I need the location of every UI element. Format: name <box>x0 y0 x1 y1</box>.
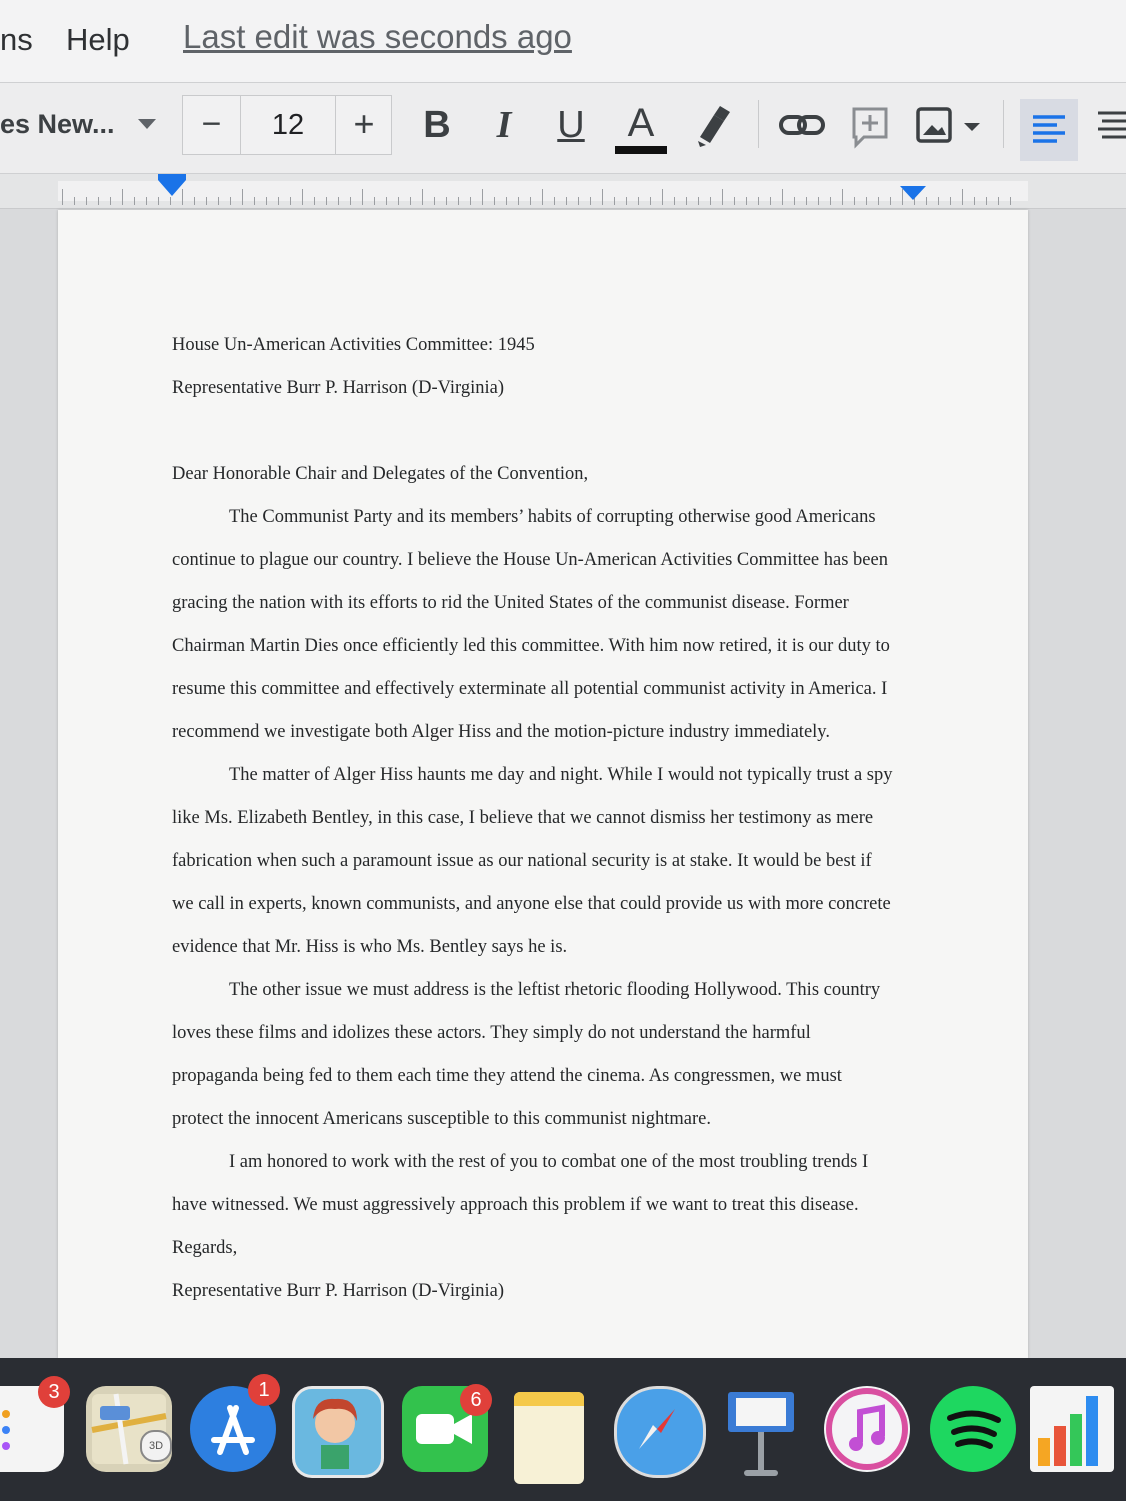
ruler-tick <box>74 197 75 205</box>
highlighter-icon[interactable] <box>692 97 732 153</box>
ruler-tick <box>338 197 339 205</box>
ruler-tick <box>362 189 363 205</box>
menu-bar <box>0 0 1126 83</box>
decrease-font-size-button[interactable]: − <box>183 96 241 154</box>
menu-item-help[interactable]: Help <box>66 22 130 57</box>
keynote-icon[interactable] <box>718 1386 804 1472</box>
reminders-badge: 3 <box>38 1376 70 1408</box>
ruler-tick <box>722 189 723 205</box>
ruler-tick <box>398 197 399 205</box>
ruler-tick <box>86 197 87 205</box>
ruler-tick <box>422 189 423 205</box>
font-family-select[interactable]: es New... <box>0 109 115 139</box>
ruler-tick <box>146 197 147 205</box>
ruler-tick <box>590 197 591 205</box>
ruler-tick <box>206 197 207 205</box>
ruler-tick <box>254 197 255 205</box>
ruler-tick <box>326 197 327 205</box>
safari-icon[interactable] <box>614 1386 706 1478</box>
notes-icon[interactable] <box>514 1392 584 1484</box>
paragraph-line: loves these films and idolizes these actors. They simply do not understand the harmful <box>172 1023 811 1043</box>
ruler-tick <box>770 197 771 205</box>
ruler-tick <box>494 197 495 205</box>
ruler-tick <box>278 197 279 205</box>
document-body[interactable] <box>172 324 912 1313</box>
ruler-tick <box>170 197 171 205</box>
spotify-icon[interactable] <box>930 1386 1016 1472</box>
ruler-tick <box>134 197 135 205</box>
ruler-tick <box>674 197 675 205</box>
ruler-tick <box>230 197 231 205</box>
toolbar-divider <box>758 100 759 148</box>
app-store-badge: 1 <box>248 1374 280 1406</box>
ruler-tick <box>386 197 387 205</box>
ruler-tick <box>482 189 483 205</box>
numbers-icon[interactable] <box>1030 1386 1114 1472</box>
ruler-tick <box>626 197 627 205</box>
ruler-tick <box>554 197 555 205</box>
ruler-tick <box>830 197 831 205</box>
ruler-tick <box>638 197 639 205</box>
ruler-tick <box>938 197 939 205</box>
ruler-tick <box>602 189 603 205</box>
salutation: Dear Honorable Chair and Delegates of the Convention, <box>172 464 589 484</box>
ruler-tick <box>926 197 927 205</box>
ruler-tick <box>302 189 303 205</box>
text-color-button[interactable]: A <box>627 101 655 145</box>
ruler-tick <box>470 197 471 205</box>
ruler-tick <box>974 197 975 205</box>
maps-icon[interactable] <box>86 1386 172 1472</box>
ruler-tick <box>746 197 747 205</box>
formatting-toolbar <box>0 83 1126 174</box>
ruler-tick <box>662 189 663 205</box>
insert-image-icon[interactable] <box>914 97 984 153</box>
ruler-tick <box>542 189 543 205</box>
facetime-badge: 6 <box>460 1384 492 1416</box>
ruler-tick <box>458 197 459 205</box>
game-app-icon[interactable] <box>292 1386 384 1478</box>
ruler-tick <box>866 197 867 205</box>
ruler-tick <box>518 197 519 205</box>
signature: Representative Burr P. Harrison (D-Virginia) <box>172 1281 504 1301</box>
paragraph-line: The other issue we must address is the leftist rhetoric flooding Hollywood. This country <box>229 980 881 1000</box>
ruler-tick <box>698 197 699 205</box>
paragraph-line: we call in experts, known communists, and anyone else that could provide us with more concrete <box>172 894 891 914</box>
author-line: Representative Burr P. Harrison (D-Virginia) <box>172 378 504 398</box>
ruler-track <box>58 181 1028 201</box>
ruler-tick <box>806 197 807 205</box>
paragraph-line: Chairman Martin Dies once efficiently led this committee. With him now retired, it is our duty to <box>172 636 890 656</box>
paragraph-line: fabrication when such a paramount issue as our national security is at stake. It would be best if <box>172 851 872 871</box>
ruler[interactable] <box>0 174 1126 209</box>
maps-3d-label: 3D <box>140 1430 172 1462</box>
dock <box>0 1358 1126 1501</box>
toolbar-divider <box>1003 100 1004 148</box>
ruler-tick <box>218 197 219 205</box>
font-size-input[interactable]: 12 <box>271 109 305 141</box>
paragraph-line: resume this committee and effectively exterminate all potential communist activity in America. I <box>172 679 888 699</box>
ruler-tick <box>194 197 195 205</box>
link-icon[interactable] <box>778 97 826 153</box>
paragraph-line: like Ms. Elizabeth Bentley, in this case, I believe that we cannot dismiss her testimony as mere <box>172 808 874 828</box>
ruler-tick <box>506 197 507 205</box>
ruler-tick <box>890 197 891 205</box>
ruler-tick <box>530 197 531 205</box>
menu-item-partial[interactable]: ns <box>0 22 33 57</box>
ruler-tick <box>710 197 711 205</box>
paragraph-line: gracing the nation with its efforts to rid the United States of the communist disease. Former <box>172 593 849 613</box>
music-icon[interactable] <box>824 1386 910 1472</box>
ruler-tick <box>314 197 315 205</box>
left-indent-handle[interactable] <box>158 180 186 196</box>
ruler-tick <box>446 197 447 205</box>
ruler-tick <box>350 197 351 205</box>
heading-line: House Un-American Activities Committee: 1945 <box>172 335 535 355</box>
ruler-tick <box>950 197 951 205</box>
ruler-tick <box>1010 197 1011 205</box>
ruler-tick <box>650 197 651 205</box>
ruler-tick <box>734 197 735 205</box>
ruler-tick <box>578 197 579 205</box>
paragraph-line: The Communist Party and its members’ habits of corrupting otherwise good Americans <box>229 507 876 527</box>
ruler-tick <box>110 197 111 205</box>
ruler-tick <box>98 197 99 205</box>
ruler-tick <box>758 197 759 205</box>
ruler-tick <box>410 197 411 205</box>
ruler-tick <box>818 197 819 205</box>
paragraph-line: The matter of Alger Hiss haunts me day and night. While I would not typically trust a spy <box>229 765 893 785</box>
ruler-tick <box>62 189 63 205</box>
ruler-tick <box>122 189 123 205</box>
ruler-tick <box>686 197 687 205</box>
align-center-icon[interactable] <box>1096 97 1126 153</box>
ruler-tick <box>434 197 435 205</box>
text-color-indicator <box>615 146 667 154</box>
right-indent-handle[interactable] <box>900 186 926 200</box>
ruler-tick <box>986 197 987 205</box>
ruler-tick <box>782 189 783 205</box>
paragraph-line: recommend we investigate both Alger Hiss and the motion-picture industry immediately. <box>172 722 830 742</box>
ruler-tick <box>962 189 963 205</box>
ruler-tick <box>374 197 375 205</box>
paragraph-line: evidence that Mr. Hiss is who Ms. Bentley says he is. <box>172 937 568 957</box>
ruler-tick <box>998 197 999 205</box>
add-comment-icon[interactable] <box>850 97 890 153</box>
underline-button[interactable]: U <box>557 104 585 146</box>
paragraph-line: have witnessed. We must aggressively approach this problem if we want to treat this disease. <box>172 1195 859 1215</box>
increase-font-size-button[interactable]: + <box>335 96 392 154</box>
paragraph-line: continue to plague our country. I believe the House Un-American Activities Committee has been <box>172 550 888 570</box>
paragraph-line: propaganda being fed to them each time they attend the cinema. As congressmen, we must <box>172 1066 842 1086</box>
paragraph-line: I am honored to work with the rest of you to combat one of the most troubling trends I <box>229 1152 869 1172</box>
document-page[interactable] <box>58 210 1028 1358</box>
italic-button[interactable]: I <box>496 104 512 146</box>
ruler-tick <box>566 197 567 205</box>
ruler-tick <box>158 197 159 205</box>
ruler-tick <box>266 197 267 205</box>
closing: Regards, <box>172 1238 238 1258</box>
ruler-tick <box>290 197 291 205</box>
ruler-tick <box>794 197 795 205</box>
font-size-control <box>182 95 392 155</box>
ruler-tick <box>242 189 243 205</box>
bold-button[interactable]: B <box>423 104 451 146</box>
ruler-tick <box>842 189 843 205</box>
paragraph-line: protect the innocent Americans susceptible to this communist nightmare. <box>172 1109 711 1129</box>
ruler-tick <box>614 197 615 205</box>
align-left-icon[interactable] <box>1020 99 1078 161</box>
ruler-tick <box>854 197 855 205</box>
chevron-down-icon[interactable] <box>138 119 156 129</box>
ruler-tick <box>878 197 879 205</box>
last-edit-link[interactable]: Last edit was seconds ago <box>183 18 572 55</box>
